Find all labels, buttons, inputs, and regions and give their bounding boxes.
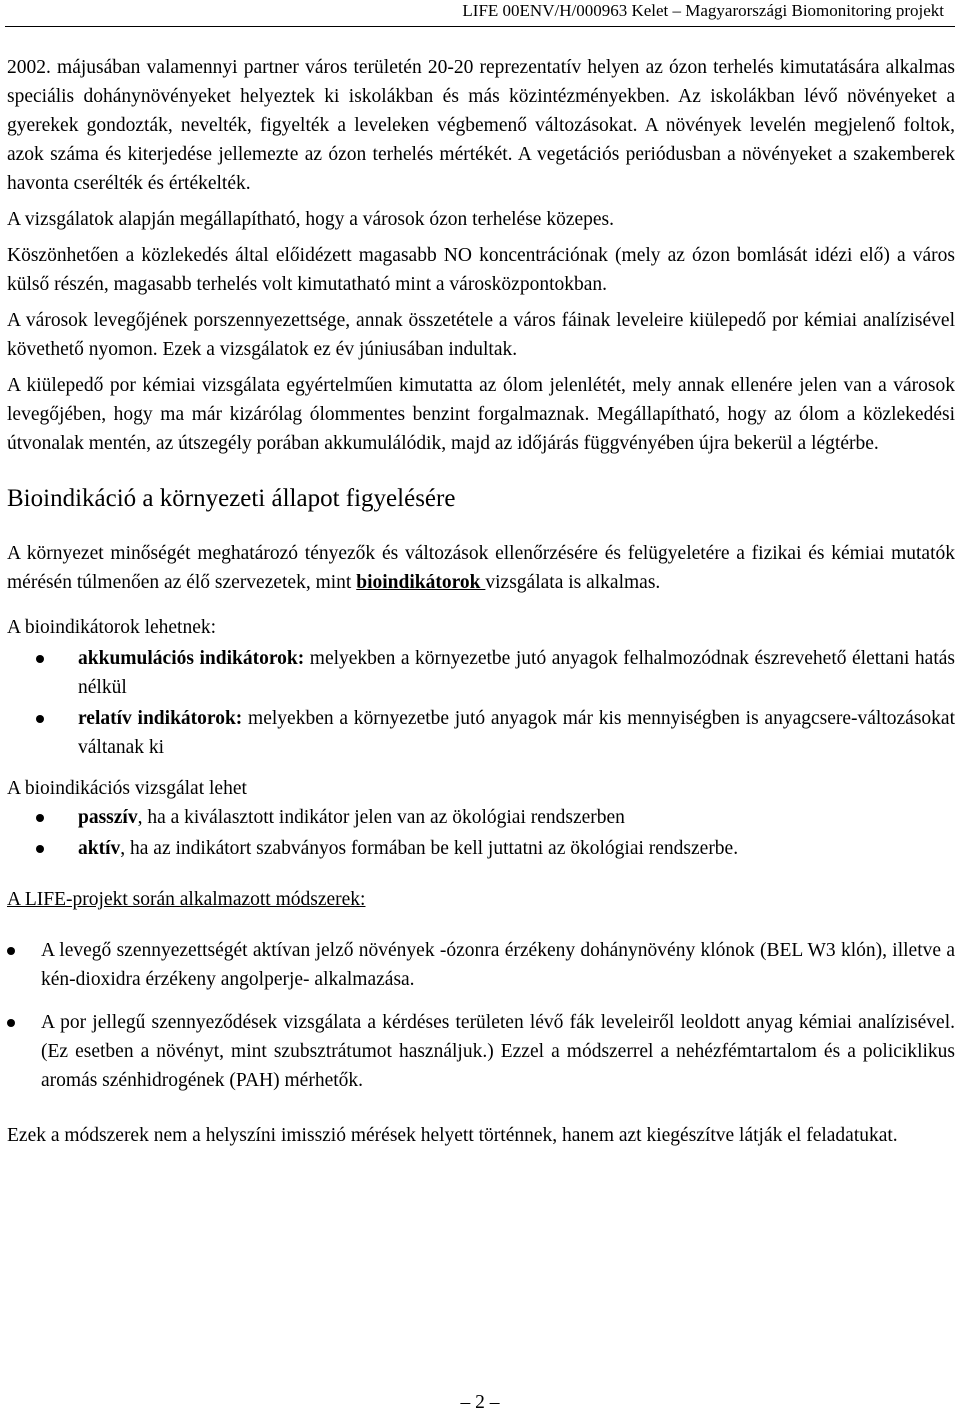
examination-list	[7, 803, 955, 863]
bullet-icon	[36, 845, 44, 853]
list-item-term: akkumulációs indikátorok:	[78, 648, 305, 669]
closing-paragraph: Ezek a módszerek nem a helyszíni imisszió mérések helyett történnek, hanem azt kiegészítve látják el feladatukat.	[7, 1125, 898, 1146]
indicators-lead: A bioindikátorok lehetnek:	[7, 617, 217, 638]
header-rule	[5, 26, 955, 27]
list-item	[7, 936, 955, 994]
list-item	[7, 644, 955, 702]
list-item-text: A por jellegű szennyeződések vizsgálata a kérdéses területen lévő fák leveleiről leoldott anyag kémiai analízisével. (Ez esetben a növényt, mint szubsztrátumot használjuk.) Ezzel a módszerrel a nehézfémtartalom és a policiklikus aromás szénhidrogének (PAH) mérhetők.	[41, 1012, 955, 1091]
list-item	[7, 834, 955, 863]
bullet-icon	[36, 715, 44, 723]
list-item	[7, 1008, 955, 1095]
paragraph-dust-pollution: A városok levegőjének porszennyezettsége, annak összetétele a város fáinak leveleire kiülepedő por kémiai analízisével követhető nyomon. Ezek a vizsgálatok ez év júniusában indultak.	[7, 310, 955, 360]
bullet-icon	[7, 1019, 15, 1027]
paragraph-lead-analysis: A kiülepedő por kémiai vizsgálata egyértelműen kimutatta az ólom jelenlétét, mely annak ellenére jelen van a városok levegőjében, hogy ma már kizárólag ólommentes benzint forgalmaznak. Megállapítható, hogy az ólom a közlekedési útvonalak mentén, az útszegély porában akkumulálódik, majd az időjárás függvényében újra bekerül a légtérbe.	[7, 375, 955, 454]
list-item-text: melyekben a környezetbe jutó anyagok már kis mennyiségben is anyagcsere-változásokat váltanak ki	[78, 708, 955, 758]
list-item	[7, 704, 955, 762]
list-item	[7, 803, 955, 832]
intro-text-before: A környezet minőségét meghatározó tényezők és változások ellenőrzésére és felügyeletére a fizikai és kémiai mutatók mérésén túlmenően az élő szervezetek, mint	[7, 543, 955, 593]
paragraph-ozone-result: A vizsgálatok alapján megállapítható, hogy a városok ózon terhelése közepes.	[7, 209, 615, 230]
bullet-icon	[7, 947, 15, 955]
paragraph-bioindication-intro	[7, 539, 955, 597]
methods-heading	[7, 885, 955, 914]
list-item-text: , ha az indikátort szabványos formában be kell juttatni az ökológiai rendszerbe.	[120, 838, 739, 859]
indicator-list	[7, 644, 955, 762]
paragraph-ozone-monitoring: 2002. májusában valamennyi partner város területén 20-20 reprezentatív helyen az ózon terhelés kimutatására alkalmas speciális dohánynövényeket helyeztek ki iskolákban és más közintézményekben. Az iskolákban lévő növényeket a gyerekek gondozták, nevelték, figyelték a leveleken végbemenő változásokat. A növények levelén megjelenő foltok, azok száma és kiterjedése jellemezte az ózon terhelés mértékét. A vegetációs periódusban a növényeket a szakemberek havonta cserélték és értékelték.	[7, 57, 955, 194]
page-number: – 2 –	[460, 1392, 500, 1413]
methods-list	[7, 936, 955, 1095]
list-item-text: A levegő szennyezettségét aktívan jelző növények -ózonra érzékeny dohánynövény klónok (BEL W3 klón), illetve a kén-dioxidra érzékeny angolperje- alkalmazása.	[41, 940, 955, 990]
examination-lead: A bioindikációs vizsgálat lehet	[7, 778, 247, 799]
intro-text-after: vizsgálata is alkalmas.	[485, 572, 661, 593]
bullet-icon	[36, 655, 44, 663]
list-item-term: relatív indikátorok:	[78, 708, 243, 729]
page-body	[7, 53, 955, 1150]
bullet-icon	[36, 814, 44, 822]
methods-heading-text: A LIFE-projekt során alkalmazott módszerek:	[7, 889, 366, 910]
list-item-text: , ha a kiválasztott indikátor jelen van az ökológiai rendszerben	[137, 807, 625, 828]
paragraph-no-concentration: Köszönhetően a közlekedés által előidézett magasabb NO koncentrációnak (mely az ózon bomlását idézi elő) a város külső részén, magasabb terhelés volt kimutatható mint a városközpontokban.	[7, 245, 955, 295]
list-item-term: passzív	[78, 807, 138, 828]
intro-emphasis: bioindikátorok	[356, 572, 486, 593]
running-header: LIFE 00ENV/H/000963 Kelet – Magyarországi Biomonitoring projekt	[462, 1, 944, 20]
list-item-text: melyekben a környezetbe jutó anyagok felhalmozódnak észrevehető élettani hatás nélkül	[78, 648, 955, 698]
list-item-term: aktív	[78, 838, 121, 859]
section-heading: Bioindikáció a környezeti állapot figyelésére	[7, 485, 456, 512]
